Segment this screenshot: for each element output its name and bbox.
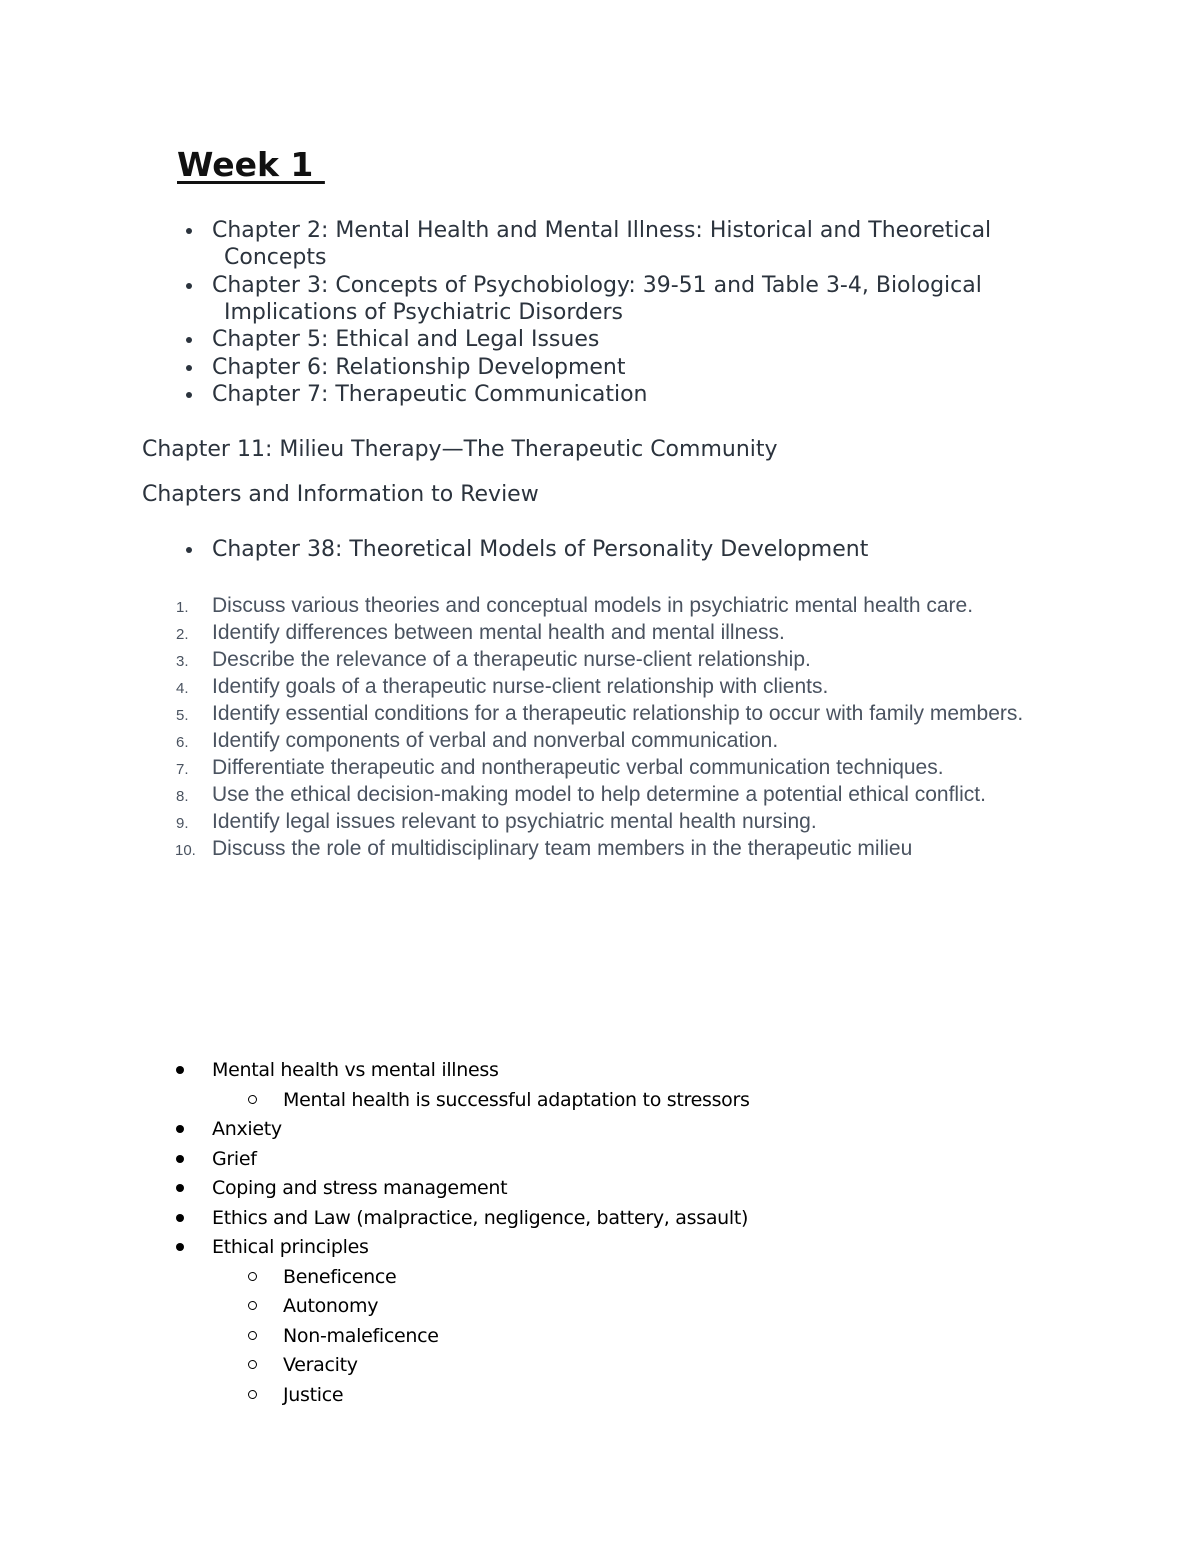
list-item — [0, 1145, 750, 1175]
list-item — [0, 1381, 750, 1411]
circle-bullet-icon — [248, 1301, 257, 1310]
objective-text: Use the ethical decision-making model to help determine a potential ethical conflict. — [212, 783, 986, 806]
bullet-icon — [186, 228, 192, 234]
topic-text: Ethical principles — [212, 1236, 369, 1258]
chapter-text-continued: Implications of Psychiatric Disorders — [224, 299, 623, 325]
objective-text: Differentiate therapeutic and nontherapeutic verbal communication techniques. — [212, 756, 944, 779]
bullet-icon — [176, 1243, 184, 1251]
list-number: 8. — [176, 788, 189, 805]
bullet-icon — [176, 1184, 184, 1192]
list-number: 4. — [176, 680, 189, 697]
list-number: 5. — [176, 707, 189, 724]
chapter-38-item — [212, 536, 868, 563]
bullet-icon — [176, 1066, 184, 1074]
principle-text: Veracity — [283, 1354, 358, 1376]
topic-text: Coping and stress management — [212, 1177, 508, 1199]
list-number: 6. — [176, 734, 189, 751]
list-number: 3. — [176, 653, 189, 670]
circle-bullet-icon — [248, 1095, 257, 1104]
topic-text: Anxiety — [212, 1118, 282, 1140]
list-item — [0, 835, 1042, 862]
list-item — [0, 781, 1042, 808]
list-item — [0, 1115, 750, 1145]
chapter-text: Chapter 3: Concepts of Psychobiology: 39-51 and Table 3-4, Biological — [212, 272, 982, 298]
topic-text: Grief — [212, 1147, 257, 1170]
chapter-text-continued: Concepts — [224, 245, 327, 270]
principle-text: Non-maleficence — [283, 1324, 439, 1347]
chapter-text: Chapter 2: Mental Health and Mental Illness: Historical and Theoretical — [212, 218, 992, 243]
objective-text: Identify goals of a therapeutic nurse-client relationship with clients. — [212, 675, 829, 698]
list-item — [0, 673, 1042, 700]
list-number: 1. — [176, 599, 189, 616]
bullet-icon — [176, 1125, 184, 1133]
page-title: Week 1 — [177, 145, 325, 184]
objective-text: Discuss the role of multidisciplinary team members in the therapeutic milieu — [212, 837, 913, 860]
chapter-list — [0, 217, 1062, 409]
list-item — [0, 1292, 750, 1322]
list-item — [0, 1204, 750, 1234]
list-item — [0, 217, 1062, 271]
circle-bullet-icon — [248, 1331, 257, 1340]
chapter-text: Chapter 5: Ethical and Legal Issues — [212, 327, 600, 352]
list-item — [0, 326, 1062, 353]
circle-bullet-icon — [248, 1272, 257, 1281]
objective-text: Identify legal issues relevant to psychiatric mental health nursing. — [212, 810, 817, 833]
bullet-icon — [186, 365, 192, 371]
objective-text: Identify differences between mental health and mental illness. — [212, 621, 785, 644]
review-heading: Chapters and Information to Review — [142, 482, 539, 507]
list-item — [0, 1174, 750, 1204]
bullet-icon — [176, 1155, 184, 1163]
list-item — [0, 619, 1042, 646]
chapter-text: Chapter 6: Relationship Development — [212, 354, 626, 380]
list-number: 9. — [176, 815, 189, 832]
objective-text: Identify components of verbal and nonverbal communication. — [212, 729, 779, 752]
list-item — [0, 592, 1042, 619]
list-item — [0, 1086, 750, 1116]
list-item — [0, 727, 1042, 754]
list-item — [0, 1263, 750, 1293]
bullet-icon — [186, 283, 192, 289]
topic-text: Mental health is successful adaptation to stressors — [283, 1088, 750, 1111]
list-number: 7. — [176, 761, 189, 778]
topic-text: Mental health vs mental illness — [212, 1059, 499, 1081]
bullet-icon — [186, 547, 192, 553]
principle-text: Justice — [283, 1383, 344, 1406]
topic-text: Ethics and Law (malpractice, negligence, battery, assault) — [212, 1206, 749, 1229]
circle-bullet-icon — [248, 1390, 257, 1399]
list-item — [0, 808, 1042, 835]
list-item — [0, 381, 1062, 408]
list-item — [0, 1056, 750, 1086]
objectives-list — [0, 592, 1042, 862]
objective-text: Discuss various theories and conceptual models in psychiatric mental health care. — [212, 594, 974, 617]
list-item — [0, 700, 1042, 727]
objective-text: Identify essential conditions for a therapeutic relationship to occur with family members. — [212, 702, 1024, 725]
list-item — [0, 646, 1042, 673]
circle-bullet-icon — [248, 1360, 257, 1369]
list-item — [0, 354, 1062, 381]
bullet-icon — [186, 337, 192, 343]
list-item — [0, 1351, 750, 1381]
bullet-icon — [176, 1214, 184, 1222]
chapter-11-heading: Chapter 11: Milieu Therapy—The Therapeutic Community — [142, 437, 778, 462]
list-item — [0, 1322, 750, 1352]
list-number: 2. — [176, 626, 189, 643]
objective-text: Describe the relevance of a therapeutic nurse-client relationship. — [212, 648, 811, 671]
chapter-text: Chapter 38: Theoretical Models of Personality Development — [212, 537, 869, 562]
list-item — [0, 1233, 750, 1263]
principle-text: Beneficence — [283, 1265, 397, 1288]
principle-text: Autonomy — [283, 1295, 379, 1317]
list-item — [0, 754, 1042, 781]
bullet-icon — [186, 392, 192, 398]
list-number: 10. — [175, 842, 196, 859]
topics-list — [0, 1056, 750, 1410]
list-item — [0, 272, 1062, 326]
chapter-text: Chapter 7: Therapeutic Communication — [212, 382, 648, 407]
